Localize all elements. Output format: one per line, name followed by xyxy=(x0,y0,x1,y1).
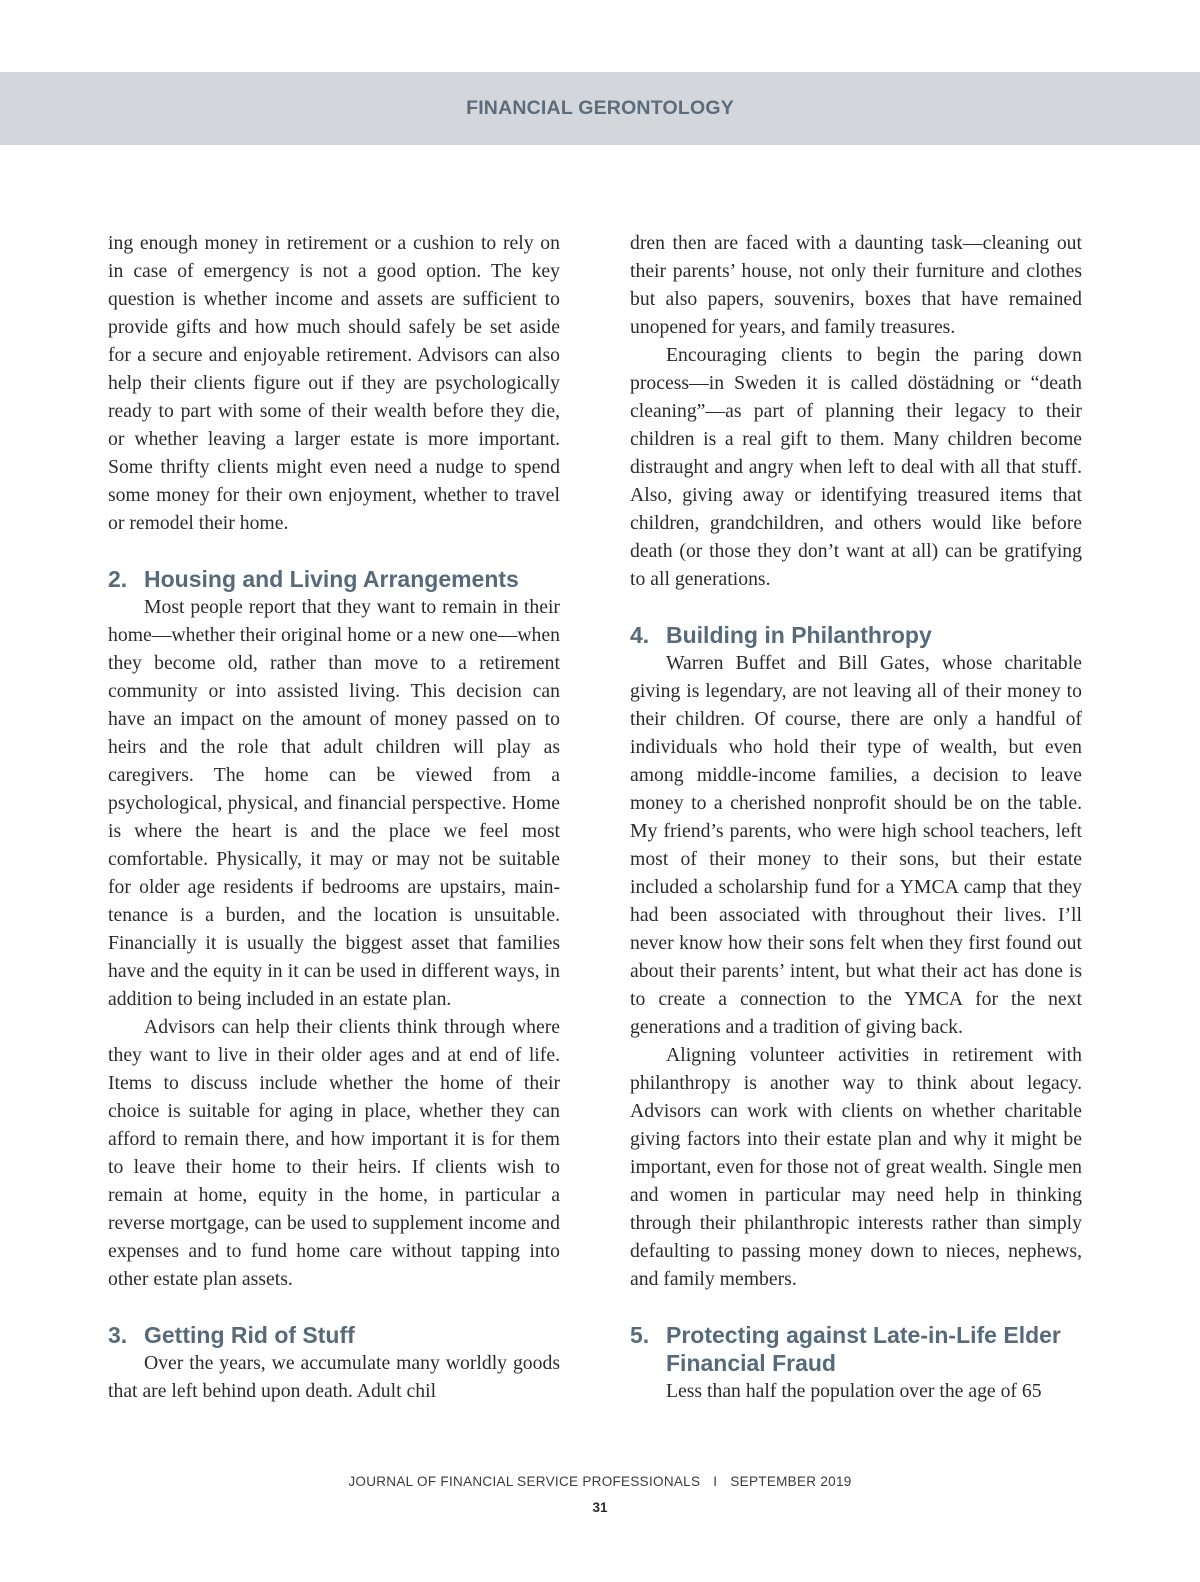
section-title: Getting Rid of Stuff xyxy=(144,1322,355,1348)
header-band xyxy=(0,72,1200,145)
section-header-title: FINANCIAL GERONTOLOGY xyxy=(466,97,734,119)
footer-separator: I xyxy=(713,1474,718,1489)
section-title: Housing and Living Arrangements xyxy=(144,566,519,592)
section-number: 4. xyxy=(630,622,650,648)
section-title: Building in Philanthropy xyxy=(666,622,932,648)
section-title: Protecting against Late-in-Life Elder Financial Fraud xyxy=(666,1322,1061,1376)
paragraph-philanthropy-1: Warren Buffet and Bill Gates, whose charitable giving is legendary, are not leaving all of their money to their children. Of course, there are only a handful of individuals who hold their type of wealth, but even among middle-income families, a decision to leave money to a cherished nonprofit should be on the table. My friend’s parents, who were high school teachers, left most of their money to their sons, but their estate included a scholarship fund for a YMCA camp that they had been associated with throughout their lives. I’ll never know how their sons felt when they first found out about their parents’ intent, but what their act has done is to create a connection to the YMCA for the next generations and a tradition of giving back. xyxy=(630,652,1082,1038)
section-number: 2. xyxy=(108,566,128,592)
section-heading-housing xyxy=(108,565,560,593)
paragraph-stuff-1: Over the years, we accumulate many worldly goods that are left behind upon death. Adult chil xyxy=(108,1352,560,1402)
journal-name: JOURNAL OF FINANCIAL SERVICE PROFESSIONALS xyxy=(348,1474,701,1489)
issue-date: SEPTEMBER 2019 xyxy=(730,1474,852,1489)
page-number: 31 xyxy=(592,1500,608,1515)
section-heading-stuff xyxy=(108,1321,560,1349)
paragraph-death-cleaning: Encouraging clients to begin the paring down process—in Sweden it is called döstädning or “death cleaning”—as part of planning their legacy to their children is a real gift to them. Many children become distraught and angry when left to deal with all that stuff. Also, giving away or identifying treasured items that children, grandchildren, and others would like before death (or those they don’t want at all) can be gratifying to all generations. xyxy=(630,344,1082,590)
paragraph-housing-2: Advisors can help their clients think through where they want to live in their older ages and at end of life. Items to discuss include whether the home of their choice is suitable for aging in place, whether they can afford to remain there, and how important it is for them to leave their home to their heirs. If clients wish to remain at home, equity in the home, in particular a reverse mortgage, can be used to supplement income and expenses and to fund home care without tapping into other estate plan assets. xyxy=(108,1016,560,1290)
paragraph-philanthropy-2: Aligning volunteer activities in retirement with philanthropy is another way to think about legacy. Advisors can work with clients on whether charitable giving factors into their estate plan and why it might be important, even for those not of great wealth. Single men and women in particular may need help in thinking through their philanthropic interests rather than simply defaulting to passing money down to nieces, nephews, and family members. xyxy=(630,1044,1082,1290)
paragraph-stuff-continued: dren then are faced with a daunting task—cleaning out their parents’ house, not only their furniture and clothes but also papers, souvenirs, boxes that have remained unopened for years, and family treasures. xyxy=(630,232,1082,338)
section-heading-philanthropy xyxy=(630,621,1082,649)
paragraph-fraud-1: Less than half the population over the age of 65 xyxy=(666,1380,1042,1402)
paragraph-housing-1: Most people report that they want to remain in their home—whether their original home or a new one—when they become old, rather than move to a retirement community or into assisted living. This decision can have an impact on the amount of money passed on to heirs and the role that adult children will play as caregivers. The home can be viewed from a psychological, physical, and financial perspective. Home is where the heart is and the place we feel most comfortable. Physically, it may or may not be suitable for older age residents if bedrooms are upstairs, maintenance is a burden, and the location is unsuitable. Financially it is usually the biggest asset that families have and the equity in it can be used in different ways, in addition to being included in an estate plan. xyxy=(108,596,560,1010)
section-number: 5. xyxy=(630,1322,650,1348)
section-heading-fraud xyxy=(630,1321,1082,1377)
left-column xyxy=(108,229,560,1405)
section-number: 3. xyxy=(108,1322,128,1348)
paragraph-intro: ing enough money in retirement or a cushion to rely on in case of emergency is not a good option. The key question is whether income and assets are sufficient to provide gifts and how much should safely be set aside for a secure and enjoyable retirement. Advisors can also help their clients figure out if they are psychologically ready to part with some of their wealth before they die, or whether leaving a larger estate is more important. Some thrifty clients might even need a nudge to spend some money for their own enjoyment, whether to travel or remodel their home. xyxy=(108,232,560,534)
footer-journal-line xyxy=(0,1474,1200,1489)
right-column xyxy=(630,229,1082,1405)
